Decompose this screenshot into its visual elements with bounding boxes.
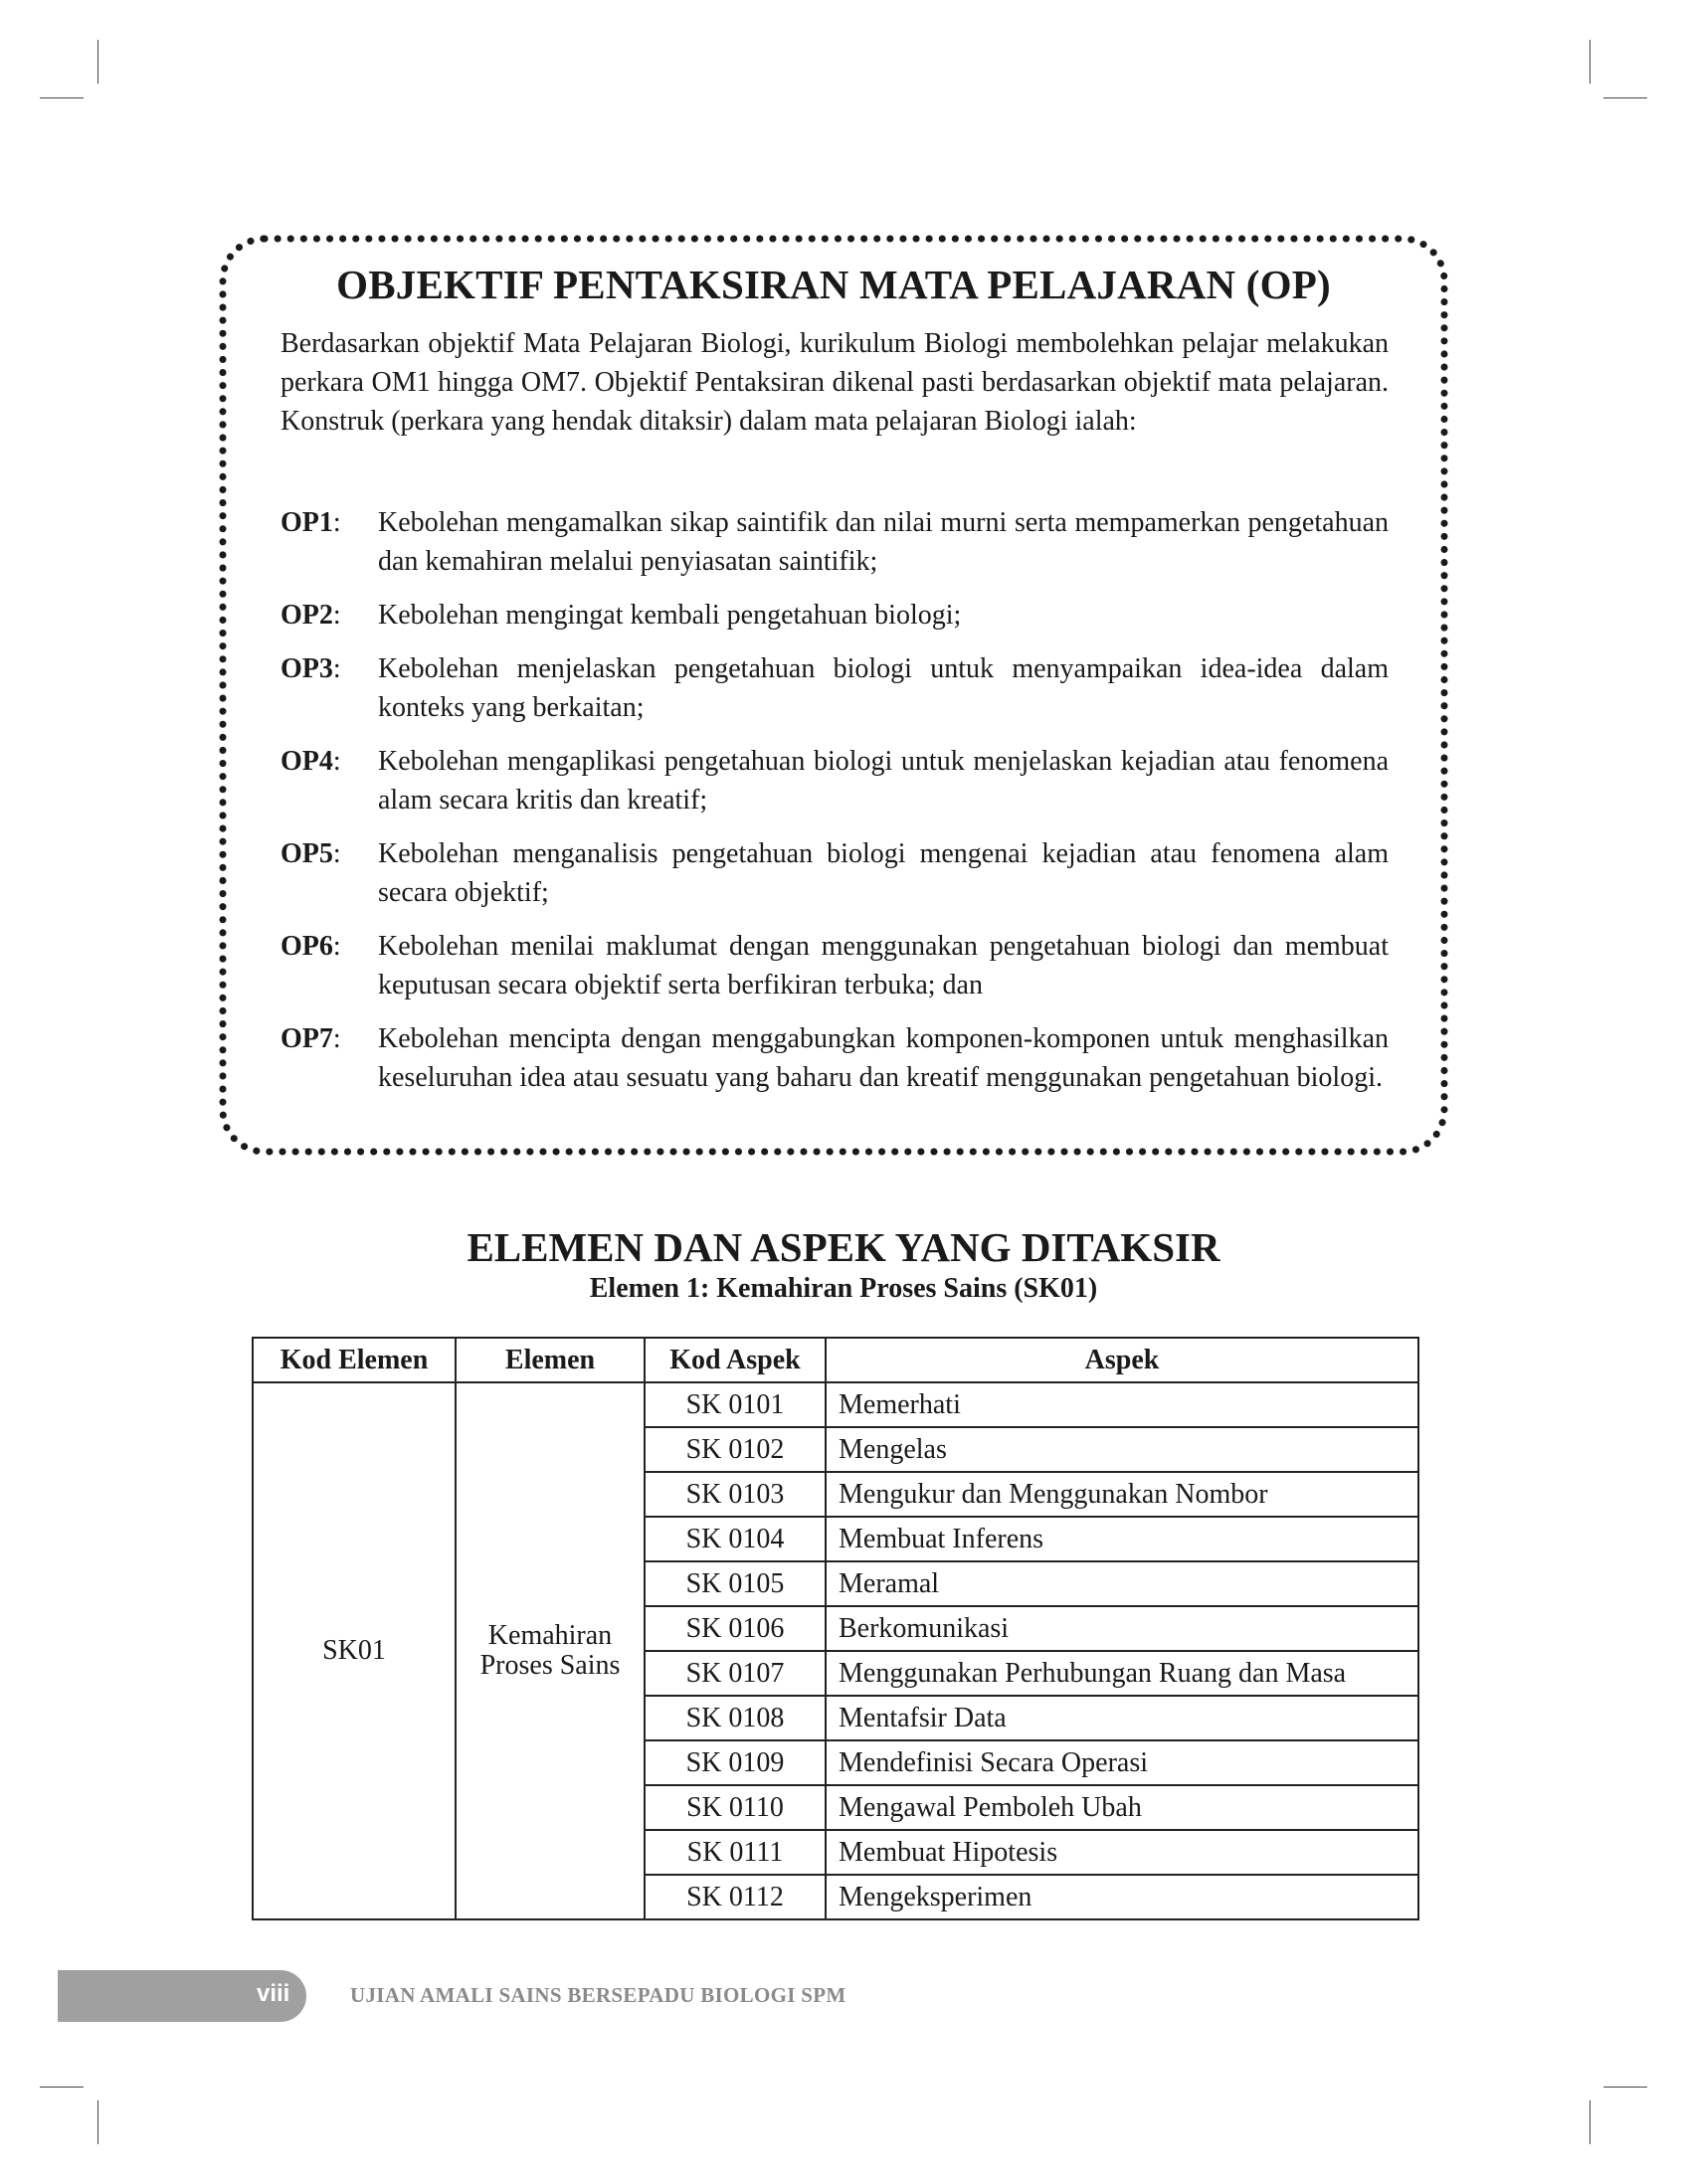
- kod-aspek-cell: SK 0101: [645, 1382, 826, 1427]
- objective-item: OP3: Kebolehan menjelaskan pengetahuan biologi untuk menyampaikan idea-idea dalam konteks yang berkaitan;: [281, 649, 1389, 727]
- kod-aspek-cell: SK 0104: [645, 1517, 826, 1561]
- aspek-cell: Berkomunikasi: [826, 1606, 1418, 1651]
- objective-item: OP4: Kebolehan mengaplikasi pengetahuan biologi untuk menjelaskan kejadian atau fenomena alam secara kritis dan kreatif;: [281, 742, 1389, 819]
- table-header-row: [253, 1338, 1418, 1382]
- kod-aspek-cell: SK 0111: [645, 1830, 826, 1875]
- crop-mark: [1590, 2100, 1591, 2144]
- header-kod-elemen: Kod Elemen: [253, 1338, 456, 1382]
- kod-aspek-cell: SK 0106: [645, 1606, 826, 1651]
- objective-text: Kebolehan mengingat kembali pengetahuan biologi;: [378, 600, 962, 631]
- objective-code: OP4: [281, 746, 333, 777]
- objectives-box: [217, 233, 1450, 1158]
- objective-item: OP5: Kebolehan menganalisis pengetahuan biologi mengenai kejadian atau fenomena alam secara objektif;: [281, 834, 1389, 912]
- objective-item: OP1: Kebolehan mengamalkan sikap saintifik dan nilai murni serta mempamerkan pengetahuan dan kemahiran melalui penyiasatan saintifik;: [281, 503, 1389, 581]
- aspek-cell: Mengelas: [826, 1427, 1418, 1472]
- aspek-cell: Mentafsir Data: [826, 1696, 1418, 1740]
- objectives-title: OBJEKTIF PENTAKSIRAN MATA PELAJARAN (OP): [336, 262, 1331, 307]
- table-row: [253, 1382, 1418, 1427]
- objective-code: OP7: [281, 1023, 333, 1054]
- objective-code: OP2: [281, 600, 333, 631]
- objective-code: OP3: [281, 653, 333, 684]
- crop-mark: [1590, 40, 1591, 84]
- objective-text: Kebolehan mengaplikasi pengetahuan biologi untuk menjelaskan kejadian atau fenomena alam secara kritis dan kreatif;: [378, 746, 1389, 816]
- header-elemen: Elemen: [456, 1338, 645, 1382]
- crop-mark: [40, 2087, 84, 2088]
- kod-aspek-cell: SK 0102: [645, 1427, 826, 1472]
- kod-elemen-cell: SK01: [253, 1382, 456, 1919]
- aspek-cell: Mengawal Pemboleh Ubah: [826, 1785, 1418, 1830]
- elements-title: ELEMEN DAN ASPEK YANG DITAKSIR: [467, 1224, 1220, 1270]
- objective-code: OP5: [281, 838, 333, 869]
- objective-item: OP6: Kebolehan menilai maklumat dengan menggunakan pengetahuan biologi dan membuat keputusan secara objektif serta berfikiran terbuka; dan: [281, 927, 1389, 1004]
- header-kod-aspek: Kod Aspek: [645, 1338, 826, 1382]
- kod-aspek-cell: SK 0112: [645, 1875, 826, 1919]
- aspek-cell: Mengeksperimen: [826, 1875, 1418, 1919]
- aspek-cell: Membuat Inferens: [826, 1517, 1418, 1561]
- aspek-cell: Memerhati: [826, 1382, 1418, 1427]
- objective-text: Kebolehan mengamalkan sikap saintifik dan nilai murni serta mempamerkan pengetahuan dan kemahiran melalui penyiasatan saintifik;: [378, 507, 1389, 577]
- aspek-cell: Mengukur dan Menggunakan Nombor: [826, 1472, 1418, 1517]
- objective-text: Kebolehan mencipta dengan menggabungkan komponen-komponen untuk menghasilkan keseluruhan idea atau sesuatu yang baharu dan kreatif menggunakan pengetahuan biologi.: [378, 1023, 1389, 1093]
- aspek-cell: Mendefinisi Secara Operasi: [826, 1740, 1418, 1785]
- aspek-cell: Meramal: [826, 1561, 1418, 1606]
- elements-subtitle: Elemen 1: Kemahiran Proses Sains (SK01): [589, 1273, 1098, 1304]
- kod-aspek-cell: SK 0107: [645, 1651, 826, 1696]
- aspek-cell: Membuat Hipotesis: [826, 1830, 1418, 1875]
- elemen-line: Proses Sains: [479, 1650, 621, 1681]
- crop-mark: [97, 2100, 98, 2144]
- objective-code: OP6: [281, 931, 333, 962]
- kod-aspek-cell: SK 0110: [645, 1785, 826, 1830]
- objective-text: Kebolehan menilai maklumat dengan menggunakan pengetahuan biologi dan membuat keputusan secara objektif serta berfikiran terbuka; dan: [378, 931, 1389, 1001]
- objective-item: OP7: Kebolehan mencipta dengan menggabungkan komponen-komponen untuk menghasilkan keseluruhan idea atau sesuatu yang baharu dan kreatif menggunakan pengetahuan biologi.: [281, 1019, 1389, 1097]
- objective-item: OP2: Kebolehan mengingat kembali pengetahuan biologi;: [281, 596, 1389, 635]
- kod-aspek-cell: SK 0109: [645, 1740, 826, 1785]
- kod-aspek-cell: SK 0108: [645, 1696, 826, 1740]
- kod-aspek-cell: SK 0103: [645, 1472, 826, 1517]
- crop-mark: [97, 40, 98, 84]
- header-aspek: Aspek: [826, 1338, 1418, 1382]
- objectives-list: [281, 503, 1389, 1112]
- elemen-line: Kemahiran: [487, 1620, 613, 1651]
- objective-text: Kebolehan menganalisis pengetahuan biologi mengenai kejadian atau fenomena alam secara objektif;: [378, 838, 1389, 908]
- aspek-cell: Menggunakan Perhubungan Ruang dan Masa: [826, 1651, 1418, 1696]
- aspects-table: [252, 1337, 1419, 1920]
- objective-text: Kebolehan menjelaskan pengetahuan biologi untuk menyampaikan idea-idea dalam konteks yang berkaitan;: [378, 653, 1389, 723]
- running-footer-title: UJIAN AMALI SAINS BERSEPADU BIOLOGI SPM: [350, 1983, 846, 2007]
- crop-mark: [1603, 97, 1647, 98]
- elemen-cell: [456, 1382, 645, 1919]
- crop-mark: [40, 97, 84, 98]
- crop-mark: [1603, 2087, 1647, 2088]
- kod-aspek-cell: SK 0105: [645, 1561, 826, 1606]
- page-number: viii: [257, 1980, 290, 2007]
- objective-code: OP1: [281, 507, 333, 538]
- objectives-intro: Berdasarkan objektif Mata Pelajaran Biologi, kurikulum Biologi membolehkan pelajar melakukan perkara OM1 hingga OM7. Objektif Pentaksiran dikenal pasti berdasarkan objektif mata pelajaran. Konstruk (perkara yang hendak ditaksir) dalam mata pelajaran Biologi ialah:: [281, 328, 1389, 437]
